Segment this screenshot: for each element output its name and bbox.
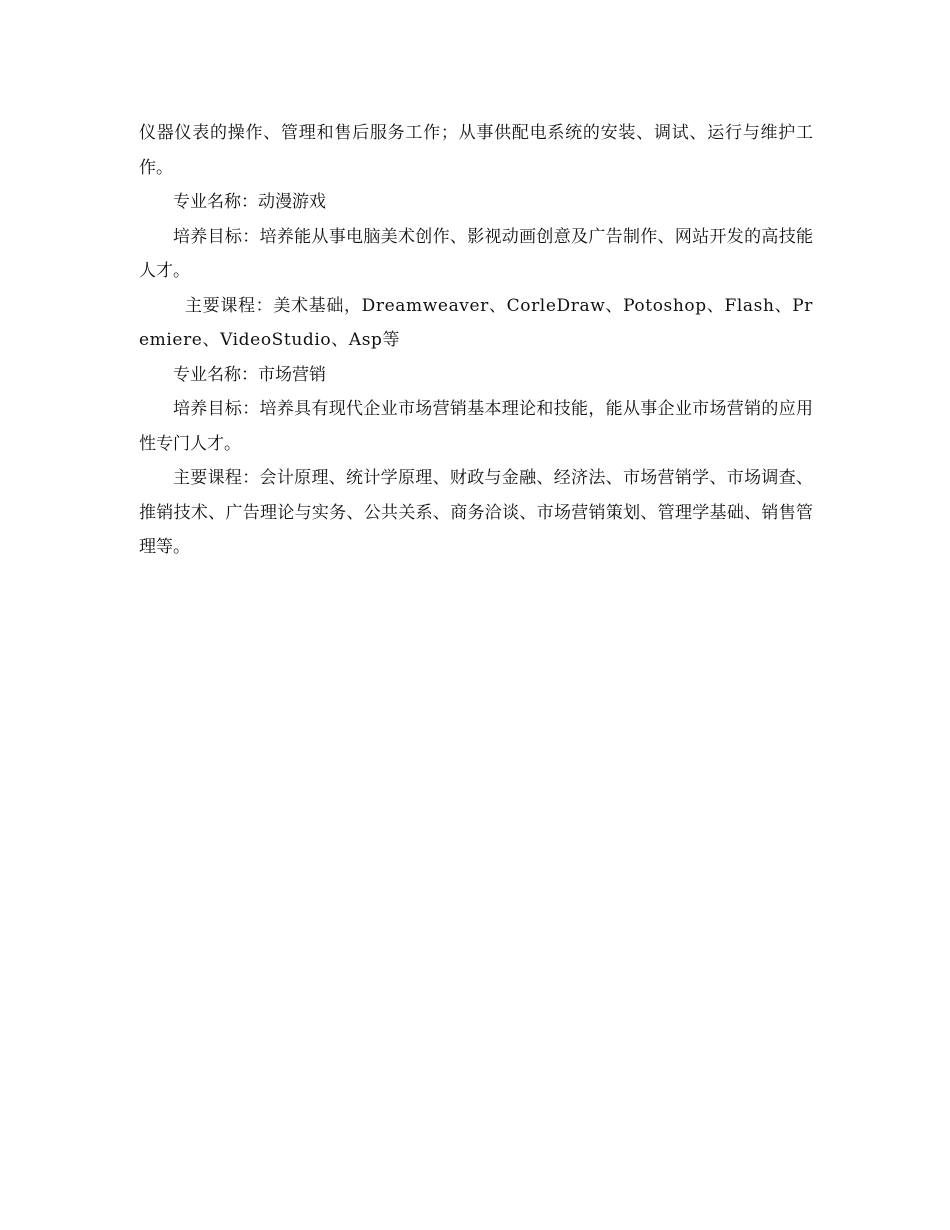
major-name-animation-games: 专业名称：动漫游戏	[173, 192, 326, 212]
main-courses-animation-games: 主要课程：美术基础，Dreamweaver、CorleDraw、Potoshop、Flash、Premiere、VideoStudio、Asp等	[139, 295, 813, 350]
training-goal-animation-games: 培养目标：培养能从事电脑美术创作、影视动画创意及广告制作、网站开发的高技能人才。	[139, 226, 813, 281]
training-goal-marketing: 培养目标：培养具有现代企业市场营销基本理论和技能，能从事企业市场营销的应用性专门人才。	[139, 399, 813, 454]
major-name-marketing: 专业名称：市场营销	[173, 364, 326, 385]
paragraph-continuation: 仪器仪表的操作、管理和售后服务工作；从事供配电系统的安装、调试、运行与维护工作。	[139, 123, 813, 178]
document-page	[139, 116, 813, 565]
main-courses-marketing: 主要课程：会计原理、统计学原理、财政与金融、经济法、市场营销学、市场调查、推销技术、广告理论与实务、公共关系、商务洽谈、市场营销策划、管理学基础、销售管理等。	[139, 468, 813, 557]
